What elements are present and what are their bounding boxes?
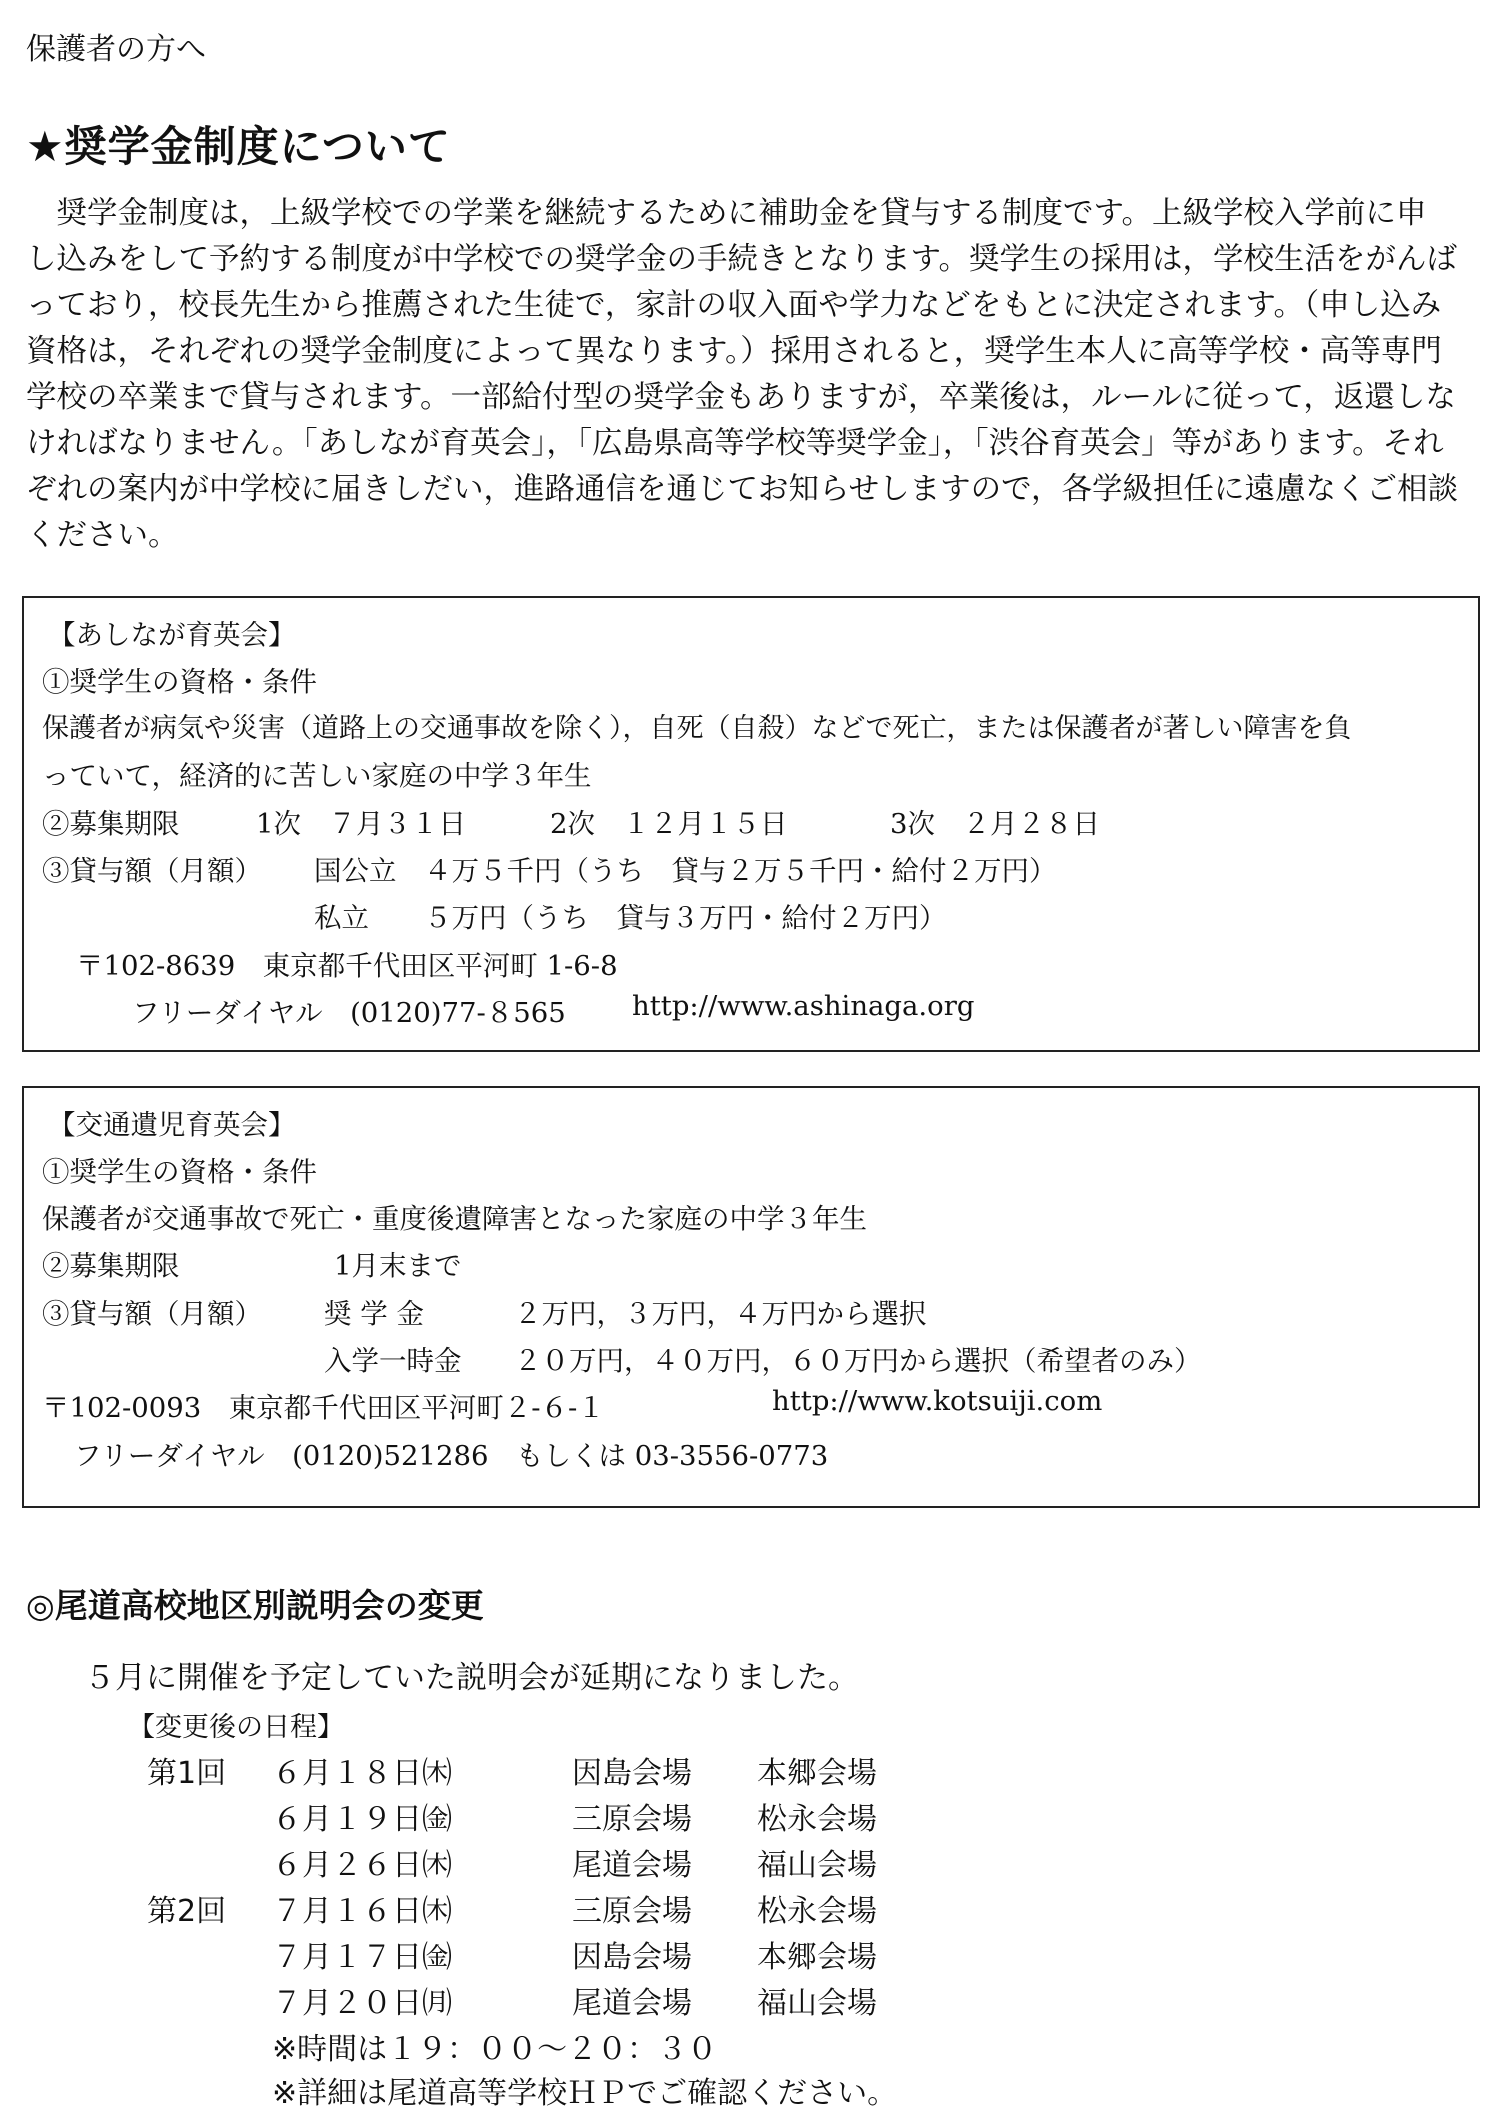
venue: 本郷会場 <box>757 1940 877 1975</box>
venue: 三原会場 <box>572 1894 692 1929</box>
venue: 福山会場 <box>757 1986 877 2021</box>
paragraph-line: し込みをして予約する制度が中学校での奨学金の手続きとなります。奨学生の採用は，学校生活をがんば <box>26 242 1458 277</box>
venue: 因島会場 <box>572 1940 692 1975</box>
website-link[interactable]: http://www.ashinaga.org <box>632 990 975 1022</box>
period-label: ②募集期限 <box>42 808 180 840</box>
venue: 本郷会場 <box>757 1756 877 1791</box>
period-value: 1月末まで <box>334 1250 462 1282</box>
paragraph-line: 学校の卒業まで貸与されます。一部給付型の奨学金もありますが，卒業後は，ルールに従って，返還しな <box>26 380 1456 415</box>
postal-address: 〒102-0093 東京都千代田区平河町２-６-１ <box>42 1392 605 1424</box>
scholarship-intro-paragraph <box>26 191 1476 559</box>
paragraph-line: っており，校長先生から推薦された生徒で，家計の収入面や学力などをもとに決定されます。（申し込み <box>26 288 1442 323</box>
schedule-date: ６月１９日㈮ <box>272 1802 452 1837</box>
amount-row-label: 入学一時金 <box>324 1345 462 1377</box>
schedule-date: ６月１８日㈭ <box>272 1756 452 1791</box>
ashinaga-info-box <box>22 596 1480 1052</box>
paragraph-line: ぞれの案内が中学校に届きしだい，進路通信を通じてお知らせしますので，各学級担任に遠慮なくご相談 <box>26 472 1458 507</box>
venue: 尾道会場 <box>572 1848 692 1883</box>
section-title-briefing: ◎尾道高校地区別説明会の変更 <box>26 1586 484 1625</box>
round-label: 第1回 <box>147 1756 227 1791</box>
phone-number: フリーダイヤル (0120)77-８565 <box>132 997 566 1029</box>
amount-row-label: 奨 学 金 <box>324 1298 424 1330</box>
postponement-notice: ５月に開催を予定していた説明会が延期になりました。 <box>84 1660 859 1696</box>
detail-note: ※詳細は尾道高等学校ＨＰでご確認ください。 <box>272 2076 898 2111</box>
amount-label: ③貸与額（月額） <box>42 855 262 887</box>
amount-row-value: ２万円，３万円，４万円から選択 <box>514 1298 927 1330</box>
paragraph-line: 奨学金制度は，上級学校での学業を継続するために補助金を貸与する制度です。上級学校入学前に申 <box>26 196 1427 231</box>
qualification-text: っていて，経済的に苦しい家庭の中学３年生 <box>42 760 592 792</box>
schedule-date: ７月２０日㈪ <box>272 1986 452 2021</box>
paragraph-line: 資格は，それぞれの奨学金制度によって異なります。）採用されると，奨学生本人に高等学校・高等専門 <box>26 334 1442 369</box>
postal-address: 〒102-8639 東京都千代田区平河町 1-6-8 <box>76 950 618 982</box>
schedule-date: ７月１７日㈮ <box>272 1940 452 1975</box>
period-label: ②募集期限 <box>42 1250 180 1282</box>
round-label: 第2回 <box>147 1894 227 1929</box>
box-title: 【あしなが育英会】 <box>48 619 296 651</box>
venue: 福山会場 <box>757 1848 877 1883</box>
amount-label: ③貸与額（月額） <box>42 1298 262 1330</box>
amount-value-private: 私立 ５万円（うち 貸与３万円・給付２万円） <box>314 902 947 934</box>
schedule-date: ７月１６日㈭ <box>272 1894 452 1929</box>
phone-number: フリーダイヤル (0120)521286 もしくは 03-3556-0773 <box>74 1440 829 1472</box>
box-title: 【交通遺児育英会】 <box>48 1109 296 1141</box>
qualification-heading: ①奨学生の資格・条件 <box>42 666 317 698</box>
qualification-heading: ①奨学生の資格・条件 <box>42 1156 317 1188</box>
amount-value-public: 国公立 ４万５千円（うち 貸与２万５千円・給付２万円） <box>314 855 1057 887</box>
venue: 松永会場 <box>757 1802 877 1837</box>
website-link[interactable]: http://www.kotsuiji.com <box>772 1385 1103 1417</box>
section-title-scholarship: ★奨学金制度について <box>26 122 451 171</box>
period-value: 3次 ２月２８日 <box>890 808 1100 840</box>
qualification-text: 保護者が病気や災害（道路上の交通事故を除く），自死（自殺）などで死亡，または保護者が著しい障害を負 <box>42 713 1352 744</box>
addressee: 保護者の方へ <box>26 32 206 67</box>
time-note: ※時間は１９：００～２０：３０ <box>272 2032 718 2067</box>
paragraph-line: ください。 <box>26 518 179 553</box>
paragraph-line: ければなりません。「あしなが育英会」，「広島県高等学校等奨学金」，「渋谷育英会」等があります。それ <box>26 426 1444 461</box>
period-value: 2次 １２月１５日 <box>550 808 788 840</box>
venue: 尾道会場 <box>572 1986 692 2021</box>
period-value: 1次 ７月３１日 <box>256 808 466 840</box>
venue: 三原会場 <box>572 1802 692 1837</box>
venue: 因島会場 <box>572 1756 692 1791</box>
schedule-heading: 【変更後の日程】 <box>128 1712 344 1743</box>
amount-row-value: ２０万円，４０万円，６０万円から選択（希望者のみ） <box>514 1345 1202 1377</box>
venue: 松永会場 <box>757 1894 877 1929</box>
schedule-date: ６月２６日㈭ <box>272 1848 452 1883</box>
kotsuiji-info-box <box>22 1086 1480 1508</box>
qualification-text: 保護者が交通事故で死亡・重度後遺障害となった家庭の中学３年生 <box>42 1203 867 1235</box>
